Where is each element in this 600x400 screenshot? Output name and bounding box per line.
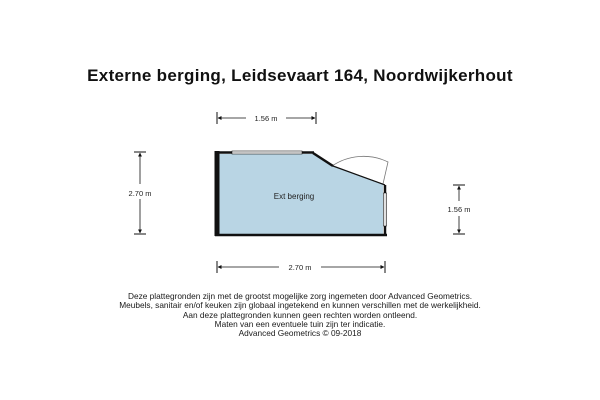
dimension-top — [217, 112, 316, 124]
dimension-bottom-label: 2.70 m — [288, 263, 312, 272]
room-label: Ext berging — [273, 192, 315, 201]
dimension-right-label: 1.56 m — [447, 205, 471, 214]
disclaimer — [0, 292, 600, 338]
window-top — [232, 151, 302, 154]
dimension-top-label: 1.56 m — [254, 114, 278, 123]
window-right — [384, 193, 387, 226]
disclaimer-line: Aan deze plattegronden kunnen geen rechten worden ontleend. — [182, 309, 418, 320]
disclaimer-line: Advanced Geometrics © 09-2018 — [238, 328, 362, 339]
plan-title: Externe berging, Leidsevaart 164, Noordwijkerhout — [87, 66, 513, 85]
disclaimer-line: Deze plattegronden zijn met de grootst mogelijke zorg ingemeten door Advanced Geometrics. — [127, 291, 473, 301]
disclaimer-line: Meubels, sanitair en/of keuken zijn globaal ingetekend en kunnen verschillen met de werkelijkheid. — [119, 300, 481, 311]
disclaimer-line: Maten van een eventuele tuin zijn ter indicatie. — [214, 318, 386, 329]
dimension-left-label: 2.70 m — [128, 189, 152, 198]
dimension-bottom — [217, 261, 385, 273]
dimension-right — [448, 185, 471, 234]
dimension-left — [129, 152, 152, 234]
